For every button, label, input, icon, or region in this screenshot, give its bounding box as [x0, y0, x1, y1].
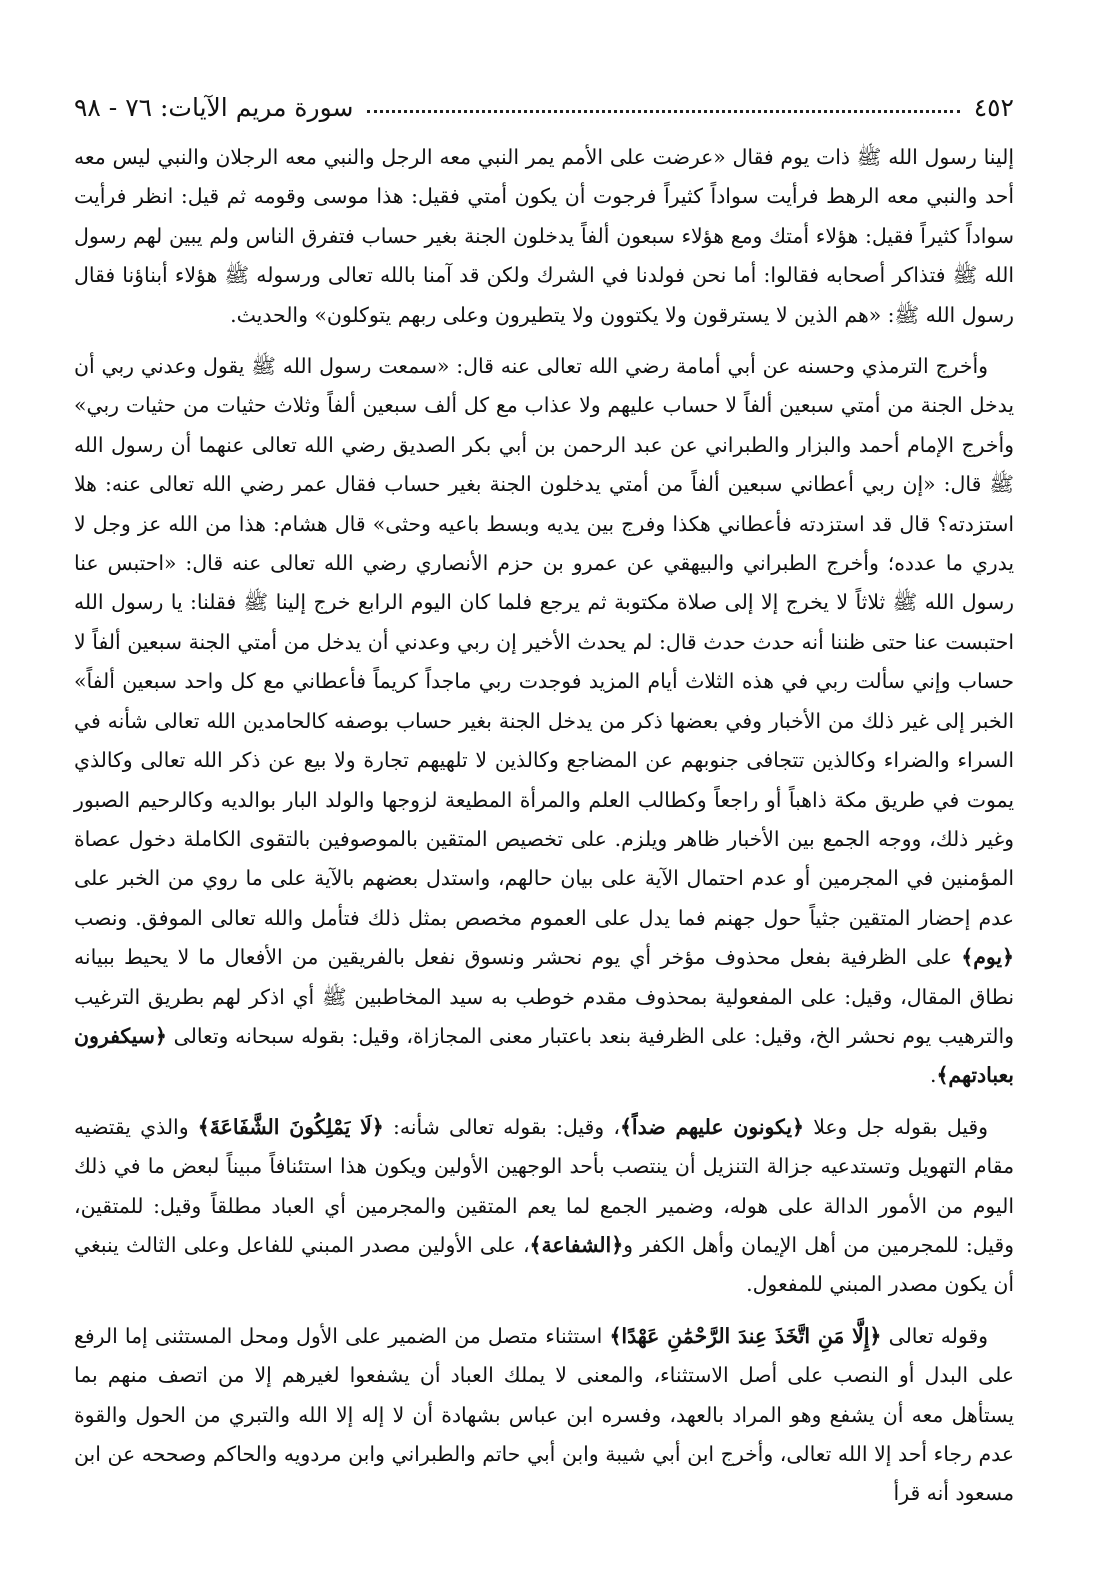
quran-quote: ﴿يوم﴾	[961, 945, 1014, 970]
quran-quote: ﴿سيكفرون بعبادتهم﴾	[74, 1023, 1014, 1088]
paragraph	[74, 1108, 1014, 1305]
header-dot-leader	[367, 110, 959, 113]
running-header	[74, 82, 1014, 122]
text-run: ، وقيل: بقوله تعالى شأنه:	[383, 1114, 620, 1139]
text-run: إلينا رسول الله ﷺ ذات يوم فقال «عرضت على الأمم يمر النبي معه الرجل والنبي معه الرجلان والنبي ليس معه أحد والنبي معه الرهط فرأيت سواداً كثيراً فرجوت أن يكون أمتي فقيل: هذا موسى وقومه ثم قيل: انظر فرأيت سواداً كثيراً فقيل: هؤلاء أمتك ومع هؤلاء سبعون ألفاً يدخلون الجنة بغير حساب فتفرق الناس ولم يبين لهم رسول الله ﷺ فتذاكر أصحابه فقالوا: أما نحن فولدنا في الشرك ولكن قد آمنا بالله تعالى ورسوله ﷺ هؤلاء أبناؤنا فقال رسول الله ﷺ: «هم الذين لا يسترقون ولا يكتوون ولا يتطيرون وعلى ربهم يتوكلون» والحديث.	[74, 145, 1014, 327]
paragraph	[74, 347, 1014, 1096]
text-run: والذي يقتضيه مقام التهويل وتستدعيه جزالة التنزيل أن ينتصب بأحد الوجهين الأولين ويكون هذا استئنافاً مبيناً لبعض ما في ذلك اليوم من الأمور الدالة على هوله، وضمير الجمع لما يعم المتقين والمجرمين أي العباد مطلقاً وقيل: للمتقين، وقيل: للمجرمين من أهل الإيمان وأهل الكفر و	[74, 1114, 1014, 1257]
text-run: وأخرج الترمذي وحسنه عن أبي أمامة رضي الله تعالى عنه قال: «سمعت رسول الله ﷺ يقول وعدني ربي أن يدخل الجنة من أمتي سبعين ألفاً لا حساب عليهم ولا عذاب مع كل ألف سبعين ألفاً وثلاث حثيات من حثيات ربي» وأخرج الإمام أحمد والبزار والطبراني عن عبد الرحمن بن أبي بكر الصديق رضي الله تعالى عنهما أن رسول الله ﷺ قال: «إن ربي أعطاني سبعين ألفاً من أمتي يدخلون الجنة بغير حساب فقال عمر رضي الله تعالى عنه: هلا استزدته؟ قال قد استزدته فأعطاني هكذا وفرج بين يديه وبسط باعيه وحثى» قال هشام: هذا من الله عز وجل لا يدري ما عدده؛ وأخرج الطبراني والبيهقي عن عمرو بن حزم الأنصاري رضي الله تعالى عنه قال: «احتبس عنا رسول الله ﷺ ثلاثاً لا يخرج إلا إلى صلاة مكتوبة ثم يرجع فلما كان اليوم الرابع خرج إلينا ﷺ فقلنا: يا رسول الله احتبست عنا حتى ظننا أنه حدث حدث قال: لم يحدث الأخير إن ربي وعدني أن يدخل من أمتي الجنة سبعين ألفاً لا حساب وإني سألت ربي في هذه الثلاث أيام المزيد فوجدت ربي ماجداً كريماً فأعطاني مع كل واحد سبعين ألفاً» الخبر إلى غير ذلك من الأخبار وفي بعضها ذكر من يدخل الجنة بغير حساب بوصفه كالحامدين الله تعالى شأنه في السراء والضراء وكالذين تتجافى جنوبهم عن المضاجع وكالذين لا تلهيهم تجارة ولا بيع عن ذكر الله تعالى وكالذي يموت في طريق مكة ذاهباً أو راجعاً وكطالب العلم والمرأة المطيعة لزوجها والولد البار بوالديه وكالرحيم الصبور وغير ذلك، ووجه الجمع بين الأخبار ظاهر ويلزم. على تخصيص المتقين بالموصوفين بالتقوى الكاملة دخول عصاة المؤمنين في المجرمين أو عدم احتمال الآية على بيان حالهم، واستدل بعضهم بالآية على ما روي من الخبر على عدم إحضار المتقين جثياً حول جهنم فما يدل على العموم مخصص بمثل ذلك فتأمل والله تعالى الموفق. ونصب	[74, 354, 1014, 930]
text-run: على الظرفية بفعل محذوف مؤخر أي يوم نحشر ونسوق نفعل بالفريقين من الأفعال ما لا يحيط ببيانه نطاق المقال، وقيل: على المفعولية بمحذوف مقدم خوطب به سيد المخاطبين ﷺ أي اذكر لهم بطريق الترغيب والترهيب يوم نحشر الخ، وقيل: على الظرفية بنعد باعتبار معنى المجازاة، وقيل: بقوله سبحانه وتعالى	[74, 945, 1014, 1048]
header-title: سورة مريم الآيات: ٧٦ - ٩٨	[74, 93, 354, 122]
quran-quote: ﴿لَا يَمْلِكُونَ الشَّفَاعَةَ﴾	[197, 1114, 384, 1139]
quran-quote: ﴿يكونون عليهم ضداً﴾	[619, 1114, 804, 1139]
text-run: استثناء متصل من الضمير على الأول ومحل المستثنى إما الرفع على البدل أو النصب على أصل الاستثناء، والمعنى لا يملك العباد أن يشفعوا لغيرهم إلا من اتصف منهم بما يستأهل معه أن يشفع وهو المراد بالعهد، وفسره ابن عباس بشهادة أن لا إله إلا الله والتبري من الحول والقوة عدم رجاء أحد إلا الله تعالى، وأخرج ابن أبي شيبة وابن أبي حاتم والطبراني وابن مردويه والحاكم وصححه عن ابن مسعود أنه قرأ	[74, 1323, 1014, 1506]
paragraph	[74, 138, 1014, 335]
paragraph	[74, 1317, 1014, 1514]
page-number: ٤٥٢	[973, 93, 1014, 122]
page-body	[74, 138, 1014, 1514]
quran-quote: ﴿الشفاعة﴾	[529, 1232, 624, 1257]
quran-quote: ﴿إِلَّا مَنِ اتَّخَذَ عِندَ الرَّحْمَٰنِ عَهْدًا﴾	[609, 1323, 882, 1348]
text-run: وقيل بقوله جل وعلا	[803, 1114, 989, 1139]
text-run: .	[929, 1063, 937, 1088]
text-run: وقوله تعالى	[881, 1323, 988, 1348]
text-run: ، على الأولين مصدر المبني للفاعل وعلى الثالث ينبغي أن يكون مصدر المبني للمفعول.	[74, 1232, 1014, 1297]
